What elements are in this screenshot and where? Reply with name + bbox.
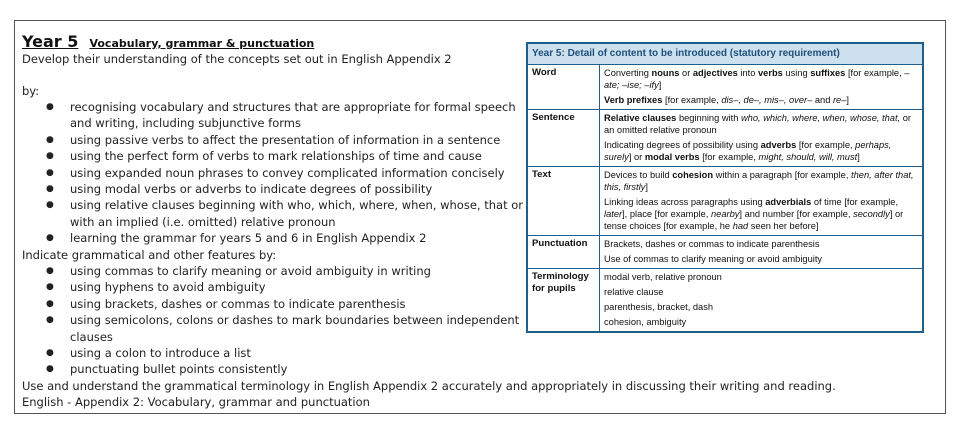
bullet-dot: ● [46,184,54,194]
page-heading [22,32,314,51]
section-subtitle: Vocabulary, grammar & punctuation [89,37,315,50]
bullet-text: using commas to clarify meaning or avoid ambiguity in writing [70,264,431,278]
table-header: Year 5: Detail of content to be introduced (statutory requirement) [527,43,923,65]
row-category: Sentence [527,110,600,167]
detail-paragraph: Verb prefixes [for example, dis–, de–, mis–, over– and re–] [604,95,849,105]
detail-paragraph: cohesion, ambiguity [604,317,687,327]
bullet-dot: ● [46,151,54,162]
row-detail [600,236,924,269]
bullet-dot: ● [46,298,54,309]
bullet-text: using semicolons, colons or dashes to mark boundaries between independent [70,313,520,328]
detail-paragraph: parenthesis, bracket, dash [604,302,714,312]
bullet-text: using hyphens to avoid ambiguity [70,280,266,295]
bullet-text: using a colon to introduce a list [70,346,251,360]
row-detail [600,110,924,167]
detail-paragraph: Use of commas to clarify meaning or avoid ambiguity [604,254,823,264]
bullet-text: with an implied (i.e. omitted) relative pronoun [70,214,336,229]
row-detail [600,65,924,110]
bullet-dot: ● [46,315,54,326]
row-category: Terminology for pupils [527,269,600,333]
detail-paragraph: Devices to build cohesion within a paragraph [for example, then, after that, this, firstly] [604,170,914,192]
bullet-dot: ● [46,233,54,244]
bullet-dot: ● [46,364,54,375]
bullet-text: and writing, including subjunctive forms [70,116,301,131]
by-label: by: [22,84,40,98]
bullet-text: recognising vocabulary and structures that are appropriate for formal speech [70,100,516,114]
detail-paragraph: Indicating degrees of possibility using adverbs [for example, perhaps, surely] or modal verbs [for example, might, should, will, must] [604,140,892,162]
bullet-text: using brackets, dashes or commas to indicate parenthesis [70,296,406,311]
bullet-text: using the perfect form of verbs to mark relationships of time and cause [70,149,482,164]
table-row [527,110,923,167]
bullet-dot: ● [46,134,54,145]
appendix-reference: English - Appendix 2: Vocabulary, grammar and punctuation [22,395,370,410]
table-row [527,236,923,269]
detail-paragraph: Linking ideas across paragraphs using adverbials of time [for example, later], place [for example, nearby] and number [for example, secondly] or tense choices [for example, he had seen her before] [604,197,904,231]
closing-statement: Use and understand the grammatical terminology in English Appendix 2 accurately and appropriately in discussing their writing and reading. [22,378,836,393]
bullet-dot: ● [46,200,54,211]
detail-paragraph: Converting nouns or adjectives into verbs using suffixes [for example, –ate; –ise; –ify] [604,68,910,90]
row-category: Word [527,65,600,110]
bullet-dot: ● [46,348,54,358]
table-row [527,269,923,333]
bullet-text: using expanded noun phrases to convey complicated information concisely [70,165,505,180]
bullet-dot: ● [46,102,54,112]
bullet-dot: ● [46,282,54,293]
table-body [527,65,923,333]
detail-paragraph: relative clause [604,287,664,297]
row-detail [600,167,924,236]
table-row [527,65,923,110]
detail-paragraph: modal verb, relative pronoun [604,272,722,282]
row-category: Text [527,167,600,236]
row-detail [600,269,924,333]
table-row [527,167,923,236]
statutory-requirements-table [526,42,924,333]
intro-text: Develop their understanding of the concepts set out in English Appendix 2 [22,52,452,66]
bullet-text: using passive verbs to affect the presentation of information in a sentence [70,132,501,147]
detail-paragraph: Relative clauses beginning with who, which, where, when, whose, that, or an omitted relative pronoun [604,113,911,135]
bullet-text: clauses [70,329,113,344]
bullet-text: learning the grammar for years 5 and 6 in English Appendix 2 [70,231,427,246]
year-title: Year 5 [22,32,79,51]
bullet-text: using relative clauses beginning with who, which, where, when, whose, that or [70,198,523,213]
row-category: Punctuation [527,236,600,269]
detail-paragraph: Brackets, dashes or commas to indicate parenthesis [604,239,820,249]
bullet-dot: ● [46,266,54,276]
bullet-text: punctuating bullet points consistently [70,362,288,377]
bullet-dot: ● [46,167,54,178]
indicate-label: Indicate grammatical and other features by: [22,247,277,262]
bullet-text: using modal verbs or adverbs to indicate degrees of possibility [70,182,433,196]
